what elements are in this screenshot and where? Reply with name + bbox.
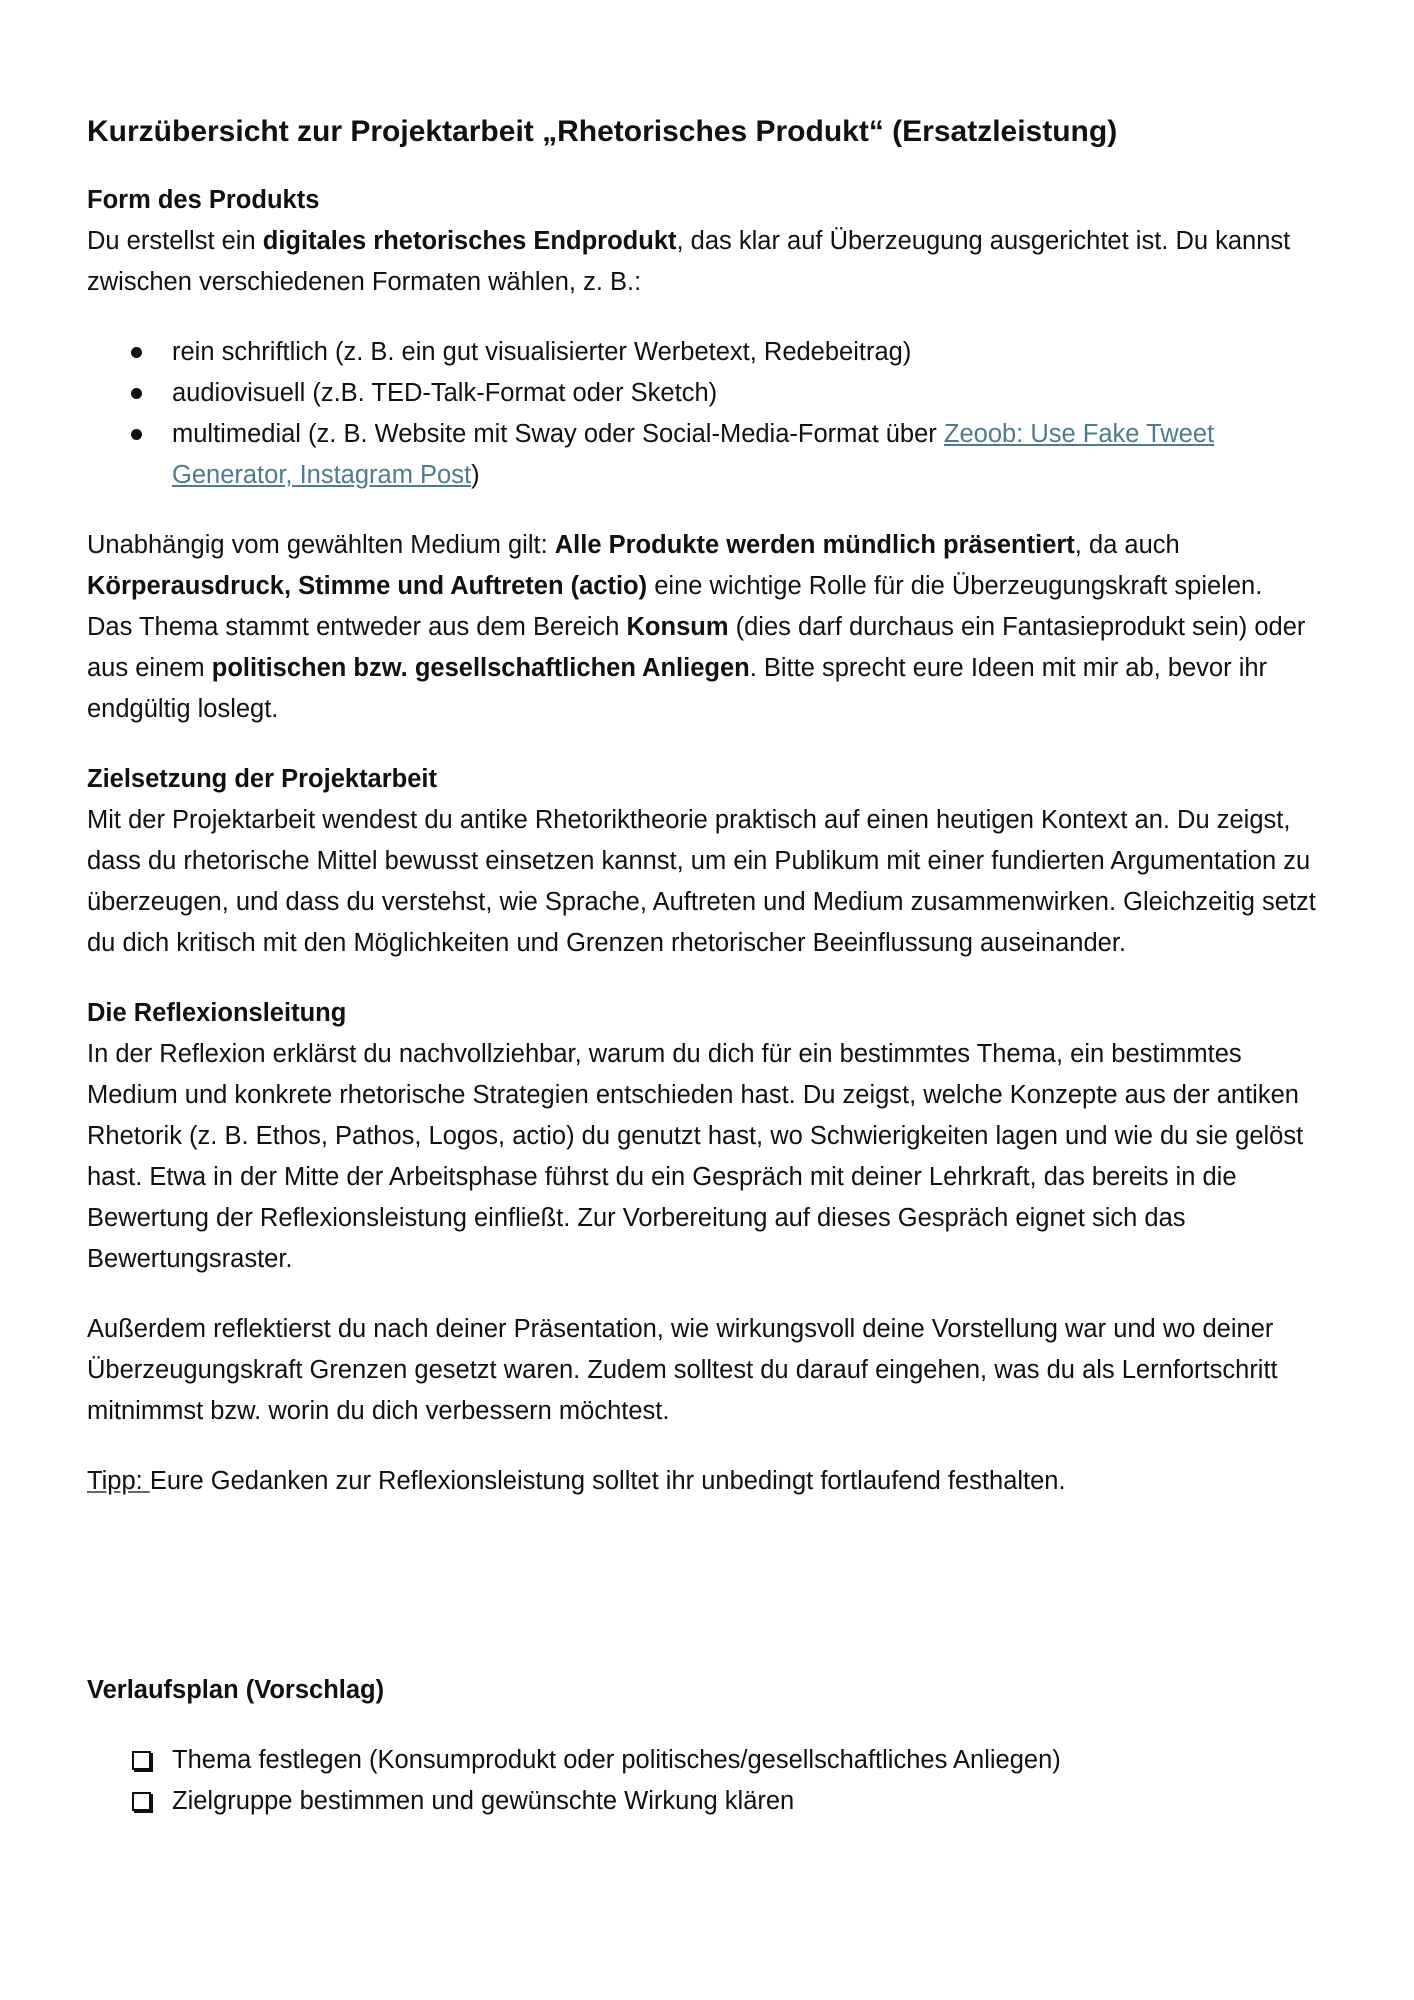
- reflection-paragraph-1: In der Reflexion erklärst du nachvollziehbar, warum du dich für ein bestimmtes Thema, ein bestimmtes Medium und konkrete rhetorische Strategien entschieden hast. Du zeigst, welche Konzepte aus der antiken Rhetorik (z. B. Ethos, Pathos, Logos, actio) du genutzt hast, wo Schwierigkeiten lagen und wie du sie gelöst hast. Etwa in der Mitte der Arbeitsphase führst du ein Gespräch mit deiner Lehrkraft, das bereits in die Bewertung der Reflexionsleistung einfließt. Zur Vorbereitung auf dieses Gespräch eignet sich das Bewertungsraster.: [87, 1040, 1304, 1273]
- spacer: [87, 730, 1337, 759]
- format-written: rein schriftlich (z. B. ein gut visualisierter Werbetext, Redebeitrag): [172, 338, 912, 366]
- spacer: [87, 1280, 1337, 1309]
- topic-text-3: . Bitte sprecht eure Ideen mit mir ab, bevor ihr endgültig loslegt.: [87, 654, 1268, 723]
- form-intro-text-1: Du erstellst ein: [87, 227, 263, 255]
- tip-text: Eure Gedanken zur Reflexionsleistung solltet ihr unbedingt fortlaufend festhalten.: [149, 1467, 1066, 1495]
- bullet-icon: [131, 429, 142, 440]
- spacer: [87, 1502, 1337, 1670]
- reflection-heading: Die Reflexionsleitung: [87, 999, 347, 1027]
- topic-bold-1: Konsum: [626, 613, 729, 641]
- list-item: [87, 373, 1337, 414]
- presentation-text-2: , da auch: [1074, 531, 1180, 559]
- spacer: [87, 964, 1337, 993]
- spacer: [87, 1432, 1337, 1461]
- topic-text-2: (dies darf durchaus ein Fantasieprodukt sein) oder aus einem: [87, 613, 1306, 682]
- plan-item-audience: Zielgruppe bestimmen und gewünschte Wirkung klären: [172, 1787, 795, 1815]
- list-item: [87, 414, 1337, 496]
- tip-paragraph: [87, 1461, 1337, 1502]
- document-page: [87, 112, 1337, 1822]
- format-audiovisual: audiovisuell (z.B. TED-Talk-Format oder Sketch): [172, 379, 718, 407]
- zeoob-link[interactable]: Zeoob: Use Fake Tweet Generator, Instagram Post: [172, 420, 1215, 489]
- bullet-icon: [131, 347, 142, 358]
- presentation-paragraph: [87, 525, 1337, 607]
- plan-checklist: [87, 1740, 1337, 1822]
- format-multimedia-end: ): [471, 461, 480, 489]
- form-intro-bold: digitales rhetorisches Endprodukt: [262, 227, 677, 255]
- checkbox-icon: [132, 1792, 151, 1811]
- page-title: Kurzübersicht zur Projektarbeit „Rhetorisches Produkt“ (Ersatzleistung): [87, 115, 1118, 148]
- form-intro-text-2: , das klar auf Überzeugung ausgerichtet ist. Du kannst zwischen verschiedenen Formaten wählen, z. B.:: [87, 227, 1291, 296]
- topic-paragraph: [87, 607, 1337, 730]
- form-heading: Form des Produkts: [87, 186, 320, 214]
- list-item: [87, 1740, 1337, 1781]
- presentation-text-3: eine wichtige Rolle für die Überzeugungskraft spielen.: [647, 572, 1263, 600]
- presentation-text-1: Unabhängig vom gewählten Medium gilt:: [87, 531, 555, 559]
- presentation-bold-2: Körperausdruck, Stimme und Auftreten (actio): [87, 572, 648, 600]
- plan-item-topic: Thema festlegen (Konsumprodukt oder politisches/gesellschaftliches Anliegen): [172, 1746, 1061, 1774]
- bullet-icon: [131, 388, 142, 399]
- list-item: [87, 1781, 1337, 1822]
- format-multimedia: multimedial (z. B. Website mit Sway oder Social-Media-Format über: [172, 420, 944, 448]
- form-intro: [87, 221, 1337, 303]
- goal-paragraph: Mit der Projektarbeit wendest du antike Rhetoriktheorie praktisch auf einen heutigen Kontext an. Du zeigst, dass du rhetorische Mittel bewusst einsetzen kannst, um ein Publikum mit einer fundierten Argumentation zu überzeugen, und dass du verstehst, wie Sprache, Auftreten und Medium zusammenwirken. Gleichzeitig setzt du dich kritisch mit den Möglichkeiten und Grenzen rhetorischer Beeinflussung auseinander.: [87, 806, 1316, 957]
- reflection-paragraph-2: Außerdem reflektierst du nach deiner Präsentation, wie wirkungsvoll deine Vorstellung war und wo deiner Überzeugungskraft Grenzen gesetzt waren. Zudem solltest du darauf eingehen, was du als Lernfortschritt mitnimmst bzw. worin du dich verbessern möchtest.: [87, 1315, 1278, 1425]
- list-item: [87, 332, 1337, 373]
- topic-bold-2: politischen bzw. gesellschaftlichen Anliegen: [211, 654, 750, 682]
- presentation-bold-1: Alle Produkte werden mündlich präsentiert: [554, 531, 1075, 559]
- checkbox-icon: [132, 1751, 151, 1770]
- plan-heading: Verlaufsplan (Vorschlag): [87, 1676, 385, 1704]
- format-list: [87, 332, 1337, 496]
- tip-label: Tipp:: [87, 1467, 150, 1495]
- goal-heading: Zielsetzung der Projektarbeit: [87, 765, 438, 793]
- topic-text-1: Das Thema stammt entweder aus dem Bereich: [87, 613, 627, 641]
